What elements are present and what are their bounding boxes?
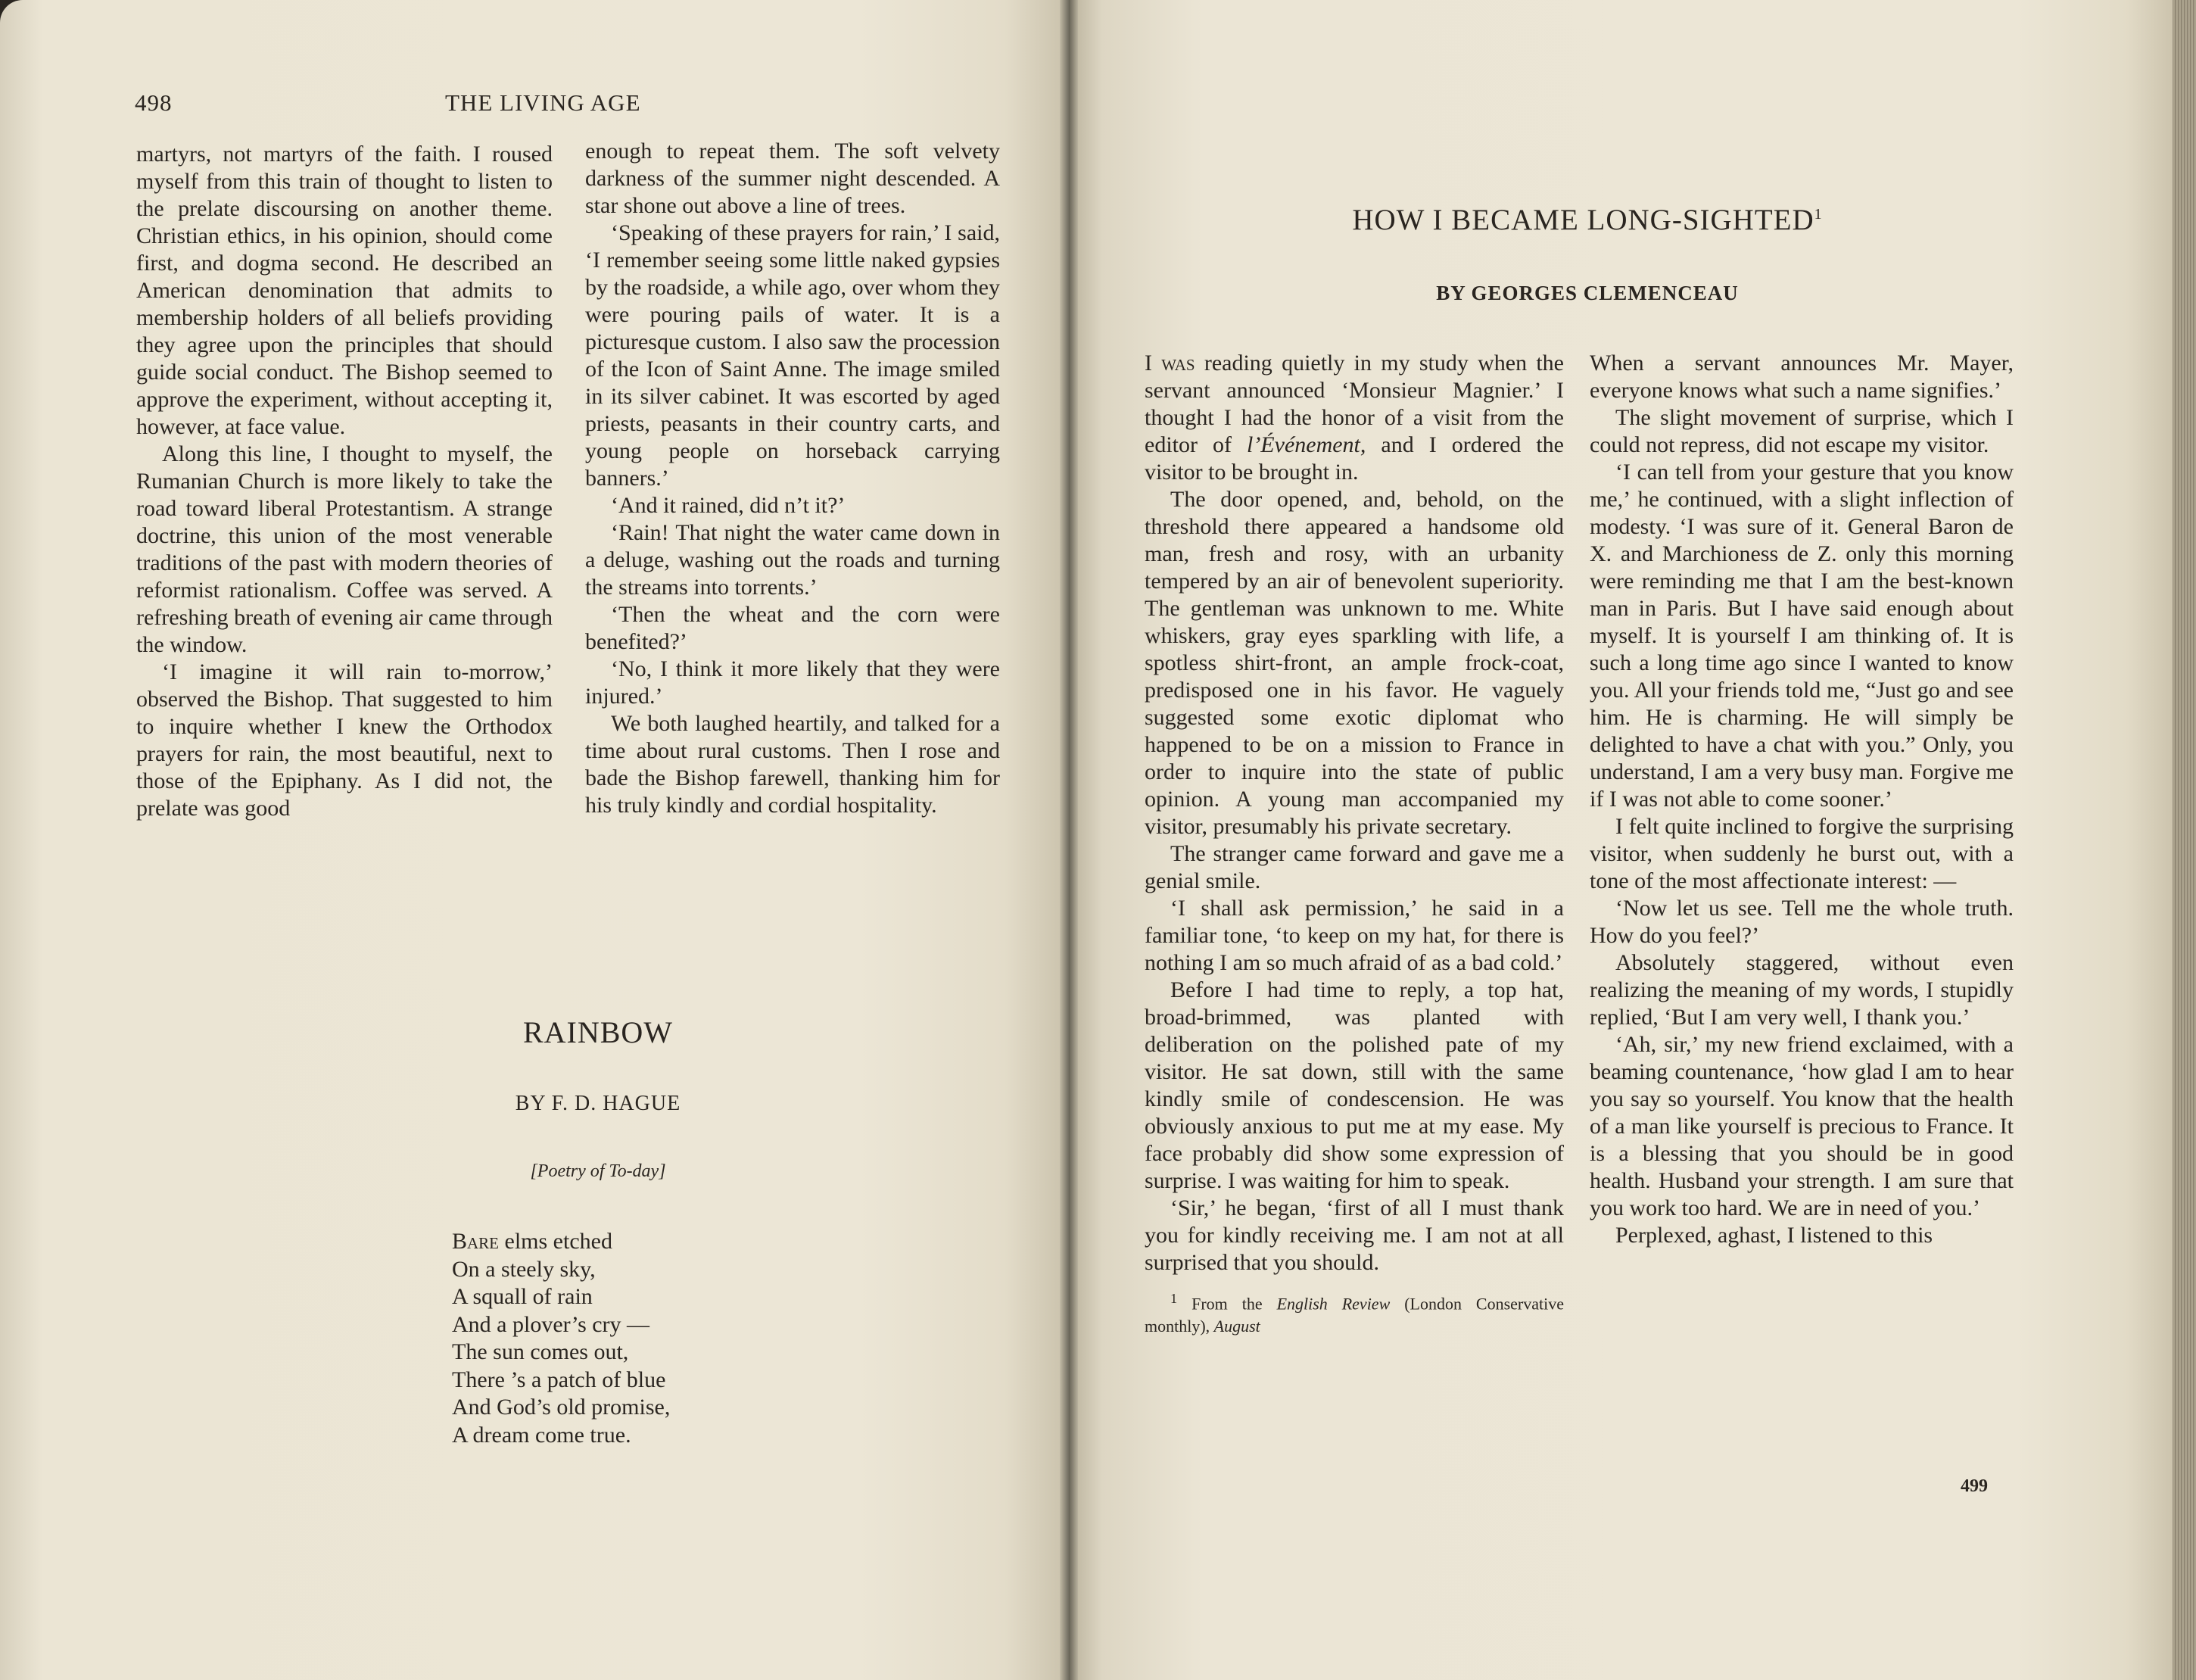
poem-line: There ’s a patch of blue bbox=[452, 1367, 666, 1392]
paragraph: ‘Speaking of these prayers for rain,’ I said, ‘I remember seeing some little naked gypsies by the roadside, a while ago, over whom they were pouring pails of water. It is a picturesque custom. I also saw the procession of the Icon of Saint Anne. The image smiled in its silver cabinet. It was escorted by aged priests, peasants in their country carts, and young people on horseback carrying banners.’ bbox=[585, 220, 1000, 491]
left-column-2 bbox=[585, 138, 1000, 819]
paragraph: ‘I shall ask permission,’ he said in a familiar tone, ‘to keep on my hat, for there is nothing I am so much afraid of as a bad cold.’ bbox=[1145, 896, 1564, 975]
right-page bbox=[1069, 0, 2182, 1680]
poem-body bbox=[452, 1228, 770, 1449]
poem-line: A squall of rain bbox=[452, 1284, 593, 1309]
paragraph: ‘I can tell from your gesture that you know me,’ he continued, with a slight inflection of modesty. ‘I was sure of it. General Baron de X. and Marchioness de Z. only this morning were reminding me that I am the best-known man in Paris. But I have said enough about myself. It is yourself I am thinking of. It is such a long time ago since I wanted to know you. All your friends told me, “Just go and see him. He is charming. He will simply be delighted to have a chat with you.” Only, you understand, I am a very busy man. Forgive me if I was not able to come sooner.’ bbox=[1590, 460, 2014, 812]
poem-title: RAINBOW bbox=[522, 1015, 674, 1049]
paragraph: I was reading quietly in my study when the servant announced ‘Monsieur Magnier.’ I thought I had the honor of a visit from the editor of l’Événement, and I ordered the visitor to be brought in. bbox=[1145, 351, 1564, 485]
left-page bbox=[0, 0, 1069, 1680]
paragraph: Perplexed, aghast, I listened to this bbox=[1615, 1223, 1933, 1248]
paragraph: ‘Ah, sir,’ my new friend exclaimed, with a beaming countenance, ‘how glad I am to hear you say so yourself. You know that the health of a man like yourself is precious to France. It is a blessing that you should be in good health. Husband your strength. I am sure that you work too hard. We are in need of you.’ bbox=[1590, 1032, 2014, 1220]
poem-byline: BY F. D. HAGUE bbox=[515, 1092, 681, 1115]
paragraph: ‘And it rained, did n’t it?’ bbox=[611, 493, 846, 518]
paragraph: The door opened, and, behold, on the threshold there appeared a handsome old man, fresh and rosy, with an urbanity tempered by an air of benevolent superiority. The gentleman was unknown to me. White whiskers, gray eyes sparkling with life, a spotless shirt-front, an ample frock-coat, predisposed one in his favor. He vaguely suggested some exotic diplomat who happened to be on a mission to France in order to inquire into the state of public opinion. A young man accompanied my visitor, presumably his private secretary. bbox=[1145, 487, 1564, 839]
paragraph: I felt quite inclined to forgive the surprising visitor, when suddenly he burst out, with a tone of the most affectionate interest: — bbox=[1590, 814, 2014, 893]
left-column-1 bbox=[136, 141, 553, 822]
poem-line: On a steely sky, bbox=[452, 1256, 596, 1282]
book-gutter bbox=[1060, 0, 1078, 1680]
poem-line: And God’s old promise, bbox=[452, 1395, 671, 1420]
paragraph: Before I had time to reply, a top hat, broad-brimmed, was planted with deliberation on the polished pate of my visitor. He sat down, still with the same kindly smile of condescension. He was obviously anxious to put me at my ease. My face probably did show some expression of surprise. I was waiting for him to speak. bbox=[1145, 977, 1564, 1193]
paragraph: enough to repeat them. The soft velvety darkness of the summer night descended. A star shone out above a line of trees. bbox=[585, 139, 1000, 218]
article-title: HOW I BECAME LONG-SIGHTED$^1$ bbox=[1352, 204, 1823, 236]
poem-line: A dream come true. bbox=[452, 1422, 631, 1448]
paragraph: ‘I imagine it will rain to-morrow,’ observed the Bishop. That suggested to him to inquire whether I knew the Orthodox prayers for rain, the most beautiful, next to those of the Epiphany. As I did not, the prelate was good bbox=[136, 659, 553, 821]
article-byline: BY GEORGES CLEMENCEAU bbox=[1436, 282, 1739, 304]
paragraph: ‘No, I think it more likely that they were injured.’ bbox=[585, 656, 1000, 709]
title-footnote-marker: 1 bbox=[1814, 206, 1823, 223]
right-column-1 bbox=[1145, 350, 1564, 1338]
paragraph: Absolutely staggered, without even realizing the meaning of my words, I stupidly replied, ‘But I am very well, I thank you.’ bbox=[1590, 950, 2014, 1030]
paragraph: Along this line, I thought to myself, the Rumanian Church is more likely to take the road toward liberal Protestantism. A strange doctrine, this union of the most venerable traditions of the past with modern theories of reformist rationalism. Coffee was served. A refreshing breath of evening air came through the window. bbox=[136, 441, 553, 657]
page-edges bbox=[2173, 0, 2196, 1680]
paragraph: ‘Then the wheat and the corn were benefited?’ bbox=[585, 602, 1000, 654]
paragraph: When a servant announces Mr. Mayer, everyone knows what such a name signifies.’ bbox=[1590, 351, 2014, 403]
left-page-number: 498 bbox=[135, 89, 173, 116]
poem-line: Bare elms etched bbox=[452, 1229, 612, 1254]
paragraph: The slight movement of surprise, which I could not repress, did not escape my visitor. bbox=[1590, 405, 2014, 457]
paragraph: ‘Sir,’ he began, ‘first of all I must thank you for kindly receiving me. I am not at all surprised that you should. bbox=[1145, 1195, 1564, 1275]
paragraph: We both laughed heartily, and talked for a time about rural customs. Then I rose and bade the Bishop farewell, thanking him for his truly kindly and cordial hospitality. bbox=[585, 711, 1000, 818]
left-running-head: THE LIVING AGE bbox=[445, 89, 641, 116]
poem-line: The sun comes out, bbox=[452, 1339, 629, 1364]
right-column-2 bbox=[1590, 350, 2014, 1249]
footnote: $^1$ From the English Review (London Conservative monthly), August bbox=[1145, 1291, 1564, 1336]
poem-source: [Poetry of To-day] bbox=[530, 1161, 666, 1181]
poem-first-word: Bare bbox=[452, 1229, 500, 1254]
paragraph: ‘Rain! That night the water came down in a deluge, washing out the roads and turning the streams into torrents.’ bbox=[585, 520, 1000, 600]
poem-line: And a plover’s cry — bbox=[452, 1311, 650, 1337]
paragraph: The stranger came forward and gave me a genial smile. bbox=[1145, 841, 1564, 893]
paragraph: ‘Now let us see. Tell me the whole truth. How do you feel?’ bbox=[1590, 896, 2014, 948]
right-page-number: 499 bbox=[1961, 1476, 1988, 1496]
paragraph: martyrs, not martyrs of the faith. I roused myself from this train of thought to listen to the prelate discoursing on another theme. Christian ethics, in his opinion, should come first, and dogma second. He described an American denomination that admits to membership holders of all beliefs providing they agree upon the principles that should guide social conduct. The Bishop seemed to approve the experiment, without accepting it, however, at face value. bbox=[136, 142, 553, 439]
